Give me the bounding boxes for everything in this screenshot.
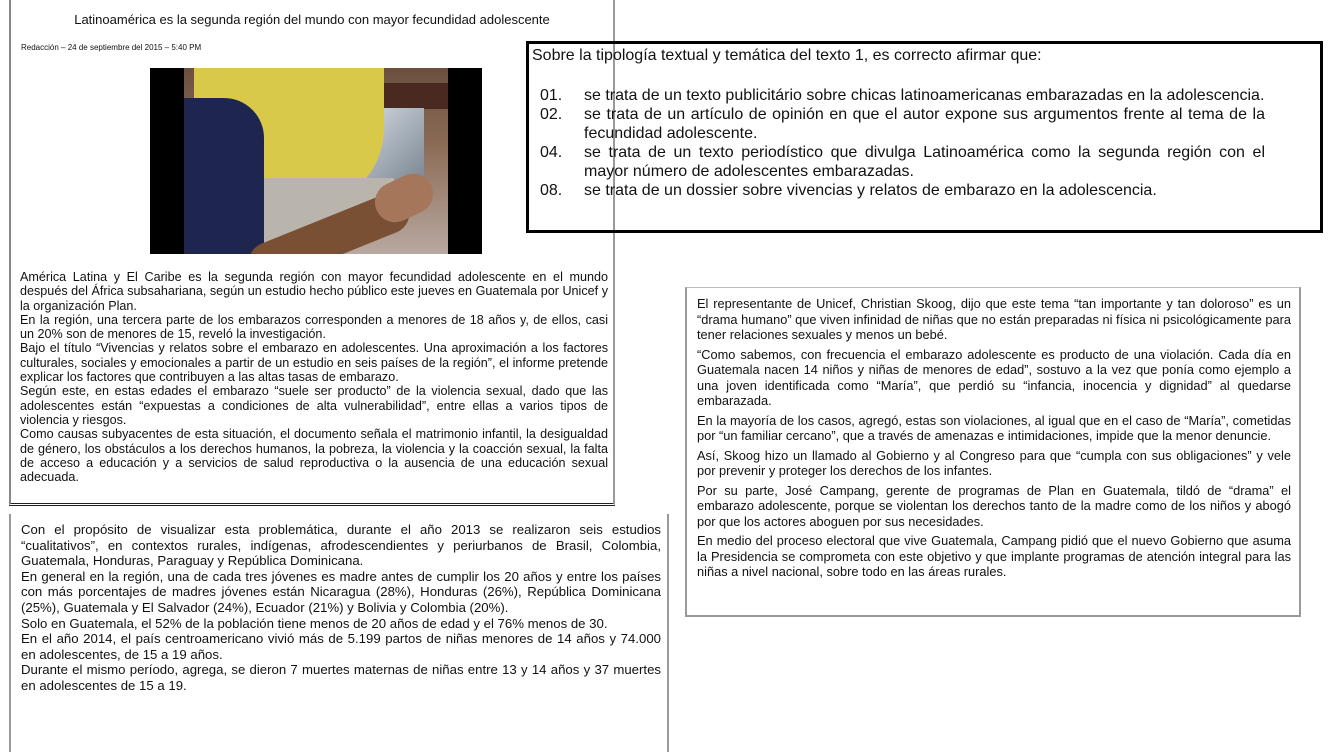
- paragraph: Por su parte, José Campang, gerente de programas de Plan en Guatemala, tildó de “drama” el embarazo adolescente, porque se violentan los derechos tanto de la madre como de los niños y abogó por que los actores aboguen por sus necesidades.: [697, 482, 1291, 529]
- paragraph: En la mayoría de los casos, agregó, estas son violaciones, al igual que en el caso de “María”, cometidas por “un familiar cercano”, que a través de amenazas e intimidaciones, impide que la menor denuncie.: [697, 412, 1291, 443]
- paragraph: América Latina y El Caribe es la segunda región con mayor fecundidad adolescente en el mundo después del África subsahariana, según un estudio hecho público este jueves en Guatemala por Unicef y la organización Plan.: [20, 270, 608, 313]
- question-prompt: Sobre la tipología textual y temática del texto 1, es correcto afirmar que:: [532, 47, 1042, 64]
- article-body-bottom: [21, 522, 661, 694]
- option-text: se trata de un texto publicitário sobre chicas latinoamericanas embarazadas en la adolescencia.: [584, 87, 1265, 104]
- paragraph: Solo en Guatemala, el 52% de la población tiene menos de 20 años de edad y el 76% menos de 30.: [21, 615, 608, 631]
- paragraph: En general en la región, una de cada tres jóvenes es madre antes de cumplir los 20 años y entre los países con más porcentajes de madres jóvenes están Nicaragua (28%), Honduras (26%), República Dominicana (25%), Guatemala y El Salvador (24%), Ecuador (21%) y Bolivia y Colombia (20%).: [21, 568, 661, 615]
- article-body-right: [697, 296, 1291, 584]
- option-04[interactable]: [540, 143, 1265, 181]
- option-number: 02.: [540, 106, 563, 123]
- article-byline: Redacción – 24 de septiembre del 2015 – 5:40 PM: [21, 43, 202, 52]
- paragraph: Durante el mismo período, agrega, se dieron 7 muertes maternas de niñas entre 13 y 14 años y 37 muertes en adolescentes de 15 a 19.: [21, 662, 661, 693]
- article-right-section: [685, 287, 1301, 617]
- paragraph: El representante de Unicef, Christian Skoog, dijo que este tema “tan importante y tan doloroso” es un “drama humano” que viven infinidad de niñas que no están preparadas ni física ni psicológicamente para tener relaciones sexuales y menos un bebé.: [697, 296, 1291, 342]
- paragraph: Según este, en estas edades el embarazo “suele ser producto” de la violencia sexual, dado que las adolescentes están “expuestas a condiciones de alta vulnerabilidad”, entre ellas a varios tipos de violencia y riesgos.: [20, 384, 608, 427]
- paragraph: “Como sabemos, con frecuencia el embarazo adolescente es producto de una violación. Cada día en Guatemala nacen 14 niños y niñas de menores de edad”, sostuvo a la vez que ponía como ejemplo a una joven identificada como “María”, que perdió su “infancia, inocencia y dignidad” al quedarse embarazada.: [697, 346, 1291, 408]
- article-body-top: [20, 270, 608, 484]
- option-text: se trata de un texto periodístico que divulga Latinoamérica como la segunda región con el mayor número de adolescentes embarazadas.: [584, 144, 1265, 180]
- paragraph: Como causas subyacentes de esta situación, el documento señala el matrimonio infantil, la desigualdad de género, los obstáculos a los derechos humanos, la pobreza, la violencia y la coacción sexual, la falta de acceso a educación y a servicios de salud reproductiva o la ausencia de una educación sexual adecuada.: [20, 427, 608, 485]
- paragraph: En el año 2014, el país centroamericano vivió más de 5.199 partos de niñas menores de 14 años y 74.000 en adolescentes, de 15 a 19 años.: [21, 631, 661, 662]
- paragraph: En medio del proceso electoral que vive Guatemala, Campang pidió que el nuevo Gobierno que asuma la Presidencia se comprometa con este objetivo y que implante programas de atención integral para las niñas a nivel nacional, sobre todo en las áreas rurales.: [697, 533, 1291, 579]
- option-text: se trata de un dossier sobre vivencias y relatos de embarazo en la adolescencia.: [584, 182, 1157, 199]
- option-08[interactable]: [540, 181, 1265, 200]
- option-01[interactable]: [540, 86, 1265, 105]
- option-02[interactable]: [540, 105, 1265, 143]
- paragraph: Así, Skoog hizo un llamado al Gobierno y al Congreso para que “cumpla con sus obligaciones” y vele por prevenir y proteger los derechos de los infantes.: [697, 447, 1291, 478]
- article-top-section: [9, 0, 615, 506]
- question-options: [540, 86, 1265, 200]
- option-text: se trata de un artículo de opinión en que el autor expone sus argumentos frente al tema de la fecundidad adolescente.: [584, 106, 1265, 142]
- article-title: Latinoamérica es la segunda región del mundo con mayor fecundidad adolescente: [74, 12, 550, 27]
- option-number: 08.: [540, 182, 563, 199]
- question-box: [526, 41, 1323, 233]
- paragraph: Con el propósito de visualizar esta problemática, durante el año 2013 se realizaron seis estudios “cualitativos”, en contextos rurales, indígenas, afrodescendientes y periurbanos de Brasil, Colombia, Guatemala, Honduras, Paraguay y República Dominicana.: [21, 522, 661, 569]
- paragraph: En la región, una tercera parte de los embarazos corresponden a menores de 18 años y, de ellos, casi un 20% son de menores de 15, reveló la investigación.: [20, 312, 608, 342]
- article-bottom-section: [9, 514, 669, 752]
- option-number: 04.: [540, 144, 563, 161]
- paragraph: Bajo el título “Vivencias y relatos sobre el embarazo en adolescentes. Una aproximación a los factores culturales, sociales y emocionales a partir de un estudio en seis países de la región”, el informe pretende explicar los factores que contribuyen a las altas tasas de embarazo.: [20, 341, 608, 385]
- option-number: 01.: [540, 87, 563, 104]
- article-photo: [150, 68, 482, 254]
